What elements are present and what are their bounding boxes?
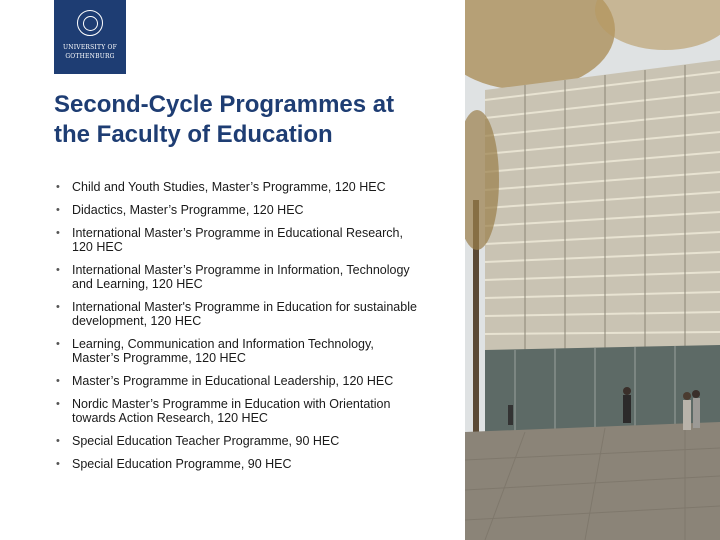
title-line-1: Second-Cycle Programmes at bbox=[54, 91, 395, 118]
programme-text: International Master’s Programme in Educational Research, bbox=[72, 226, 403, 240]
programme-text: Special Education Programme, 90 HEC bbox=[72, 457, 292, 471]
programme-item bbox=[56, 180, 461, 194]
programme-item bbox=[56, 457, 461, 471]
programme-item bbox=[56, 397, 461, 425]
logo-text-line2: GOTHENBURG bbox=[65, 53, 115, 60]
bullet-icon: • bbox=[56, 204, 60, 216]
logo-text-line1: UNIVERSITY OF bbox=[63, 44, 117, 51]
programme-item bbox=[56, 434, 461, 448]
bullet-icon: • bbox=[56, 264, 60, 276]
programme-text: Master’s Programme, 120 HEC bbox=[72, 351, 246, 365]
programme-text: Didactics, Master’s Programme, 120 HEC bbox=[72, 203, 304, 217]
building-illustration bbox=[465, 0, 720, 540]
programme-text: development, 120 HEC bbox=[72, 314, 202, 328]
building-photo bbox=[465, 0, 720, 540]
title-line-2: the Faculty of Education bbox=[54, 121, 333, 148]
bullet-icon: • bbox=[56, 375, 60, 387]
programme-list bbox=[56, 180, 461, 480]
programme-text: International Master's Programme in Education for sustainable bbox=[72, 300, 417, 314]
programme-text: Master’s Programme in Educational Leadership, 120 HEC bbox=[72, 374, 394, 388]
programme-item bbox=[56, 263, 461, 291]
programme-item bbox=[56, 374, 461, 388]
bullet-icon: • bbox=[56, 435, 60, 447]
university-seal-icon bbox=[77, 10, 103, 36]
programme-text: towards Action Research, 120 HEC bbox=[72, 411, 268, 425]
programme-text: and Learning, 120 HEC bbox=[72, 277, 203, 291]
slide-title bbox=[54, 90, 464, 150]
bullet-icon: • bbox=[56, 181, 60, 193]
bullet-icon: • bbox=[56, 301, 60, 313]
university-logo bbox=[54, 0, 126, 74]
bullet-icon: • bbox=[56, 398, 60, 410]
programme-item bbox=[56, 226, 461, 254]
programme-item bbox=[56, 203, 461, 217]
programme-item bbox=[56, 337, 461, 365]
programme-text: Nordic Master’s Programme in Education with Orientation bbox=[72, 397, 391, 411]
programme-text: Learning, Communication and Information Technology, bbox=[72, 337, 374, 351]
programme-text: 120 HEC bbox=[72, 240, 123, 254]
programme-text: Special Education Teacher Programme, 90 HEC bbox=[72, 434, 340, 448]
programme-text: International Master’s Programme in Information, Technology bbox=[72, 263, 410, 277]
programme-item bbox=[56, 300, 461, 328]
bullet-icon: • bbox=[56, 227, 60, 239]
bullet-icon: • bbox=[56, 338, 60, 350]
bullet-icon: • bbox=[56, 458, 60, 470]
programme-text: Child and Youth Studies, Master’s Programme, 120 HEC bbox=[72, 180, 386, 194]
